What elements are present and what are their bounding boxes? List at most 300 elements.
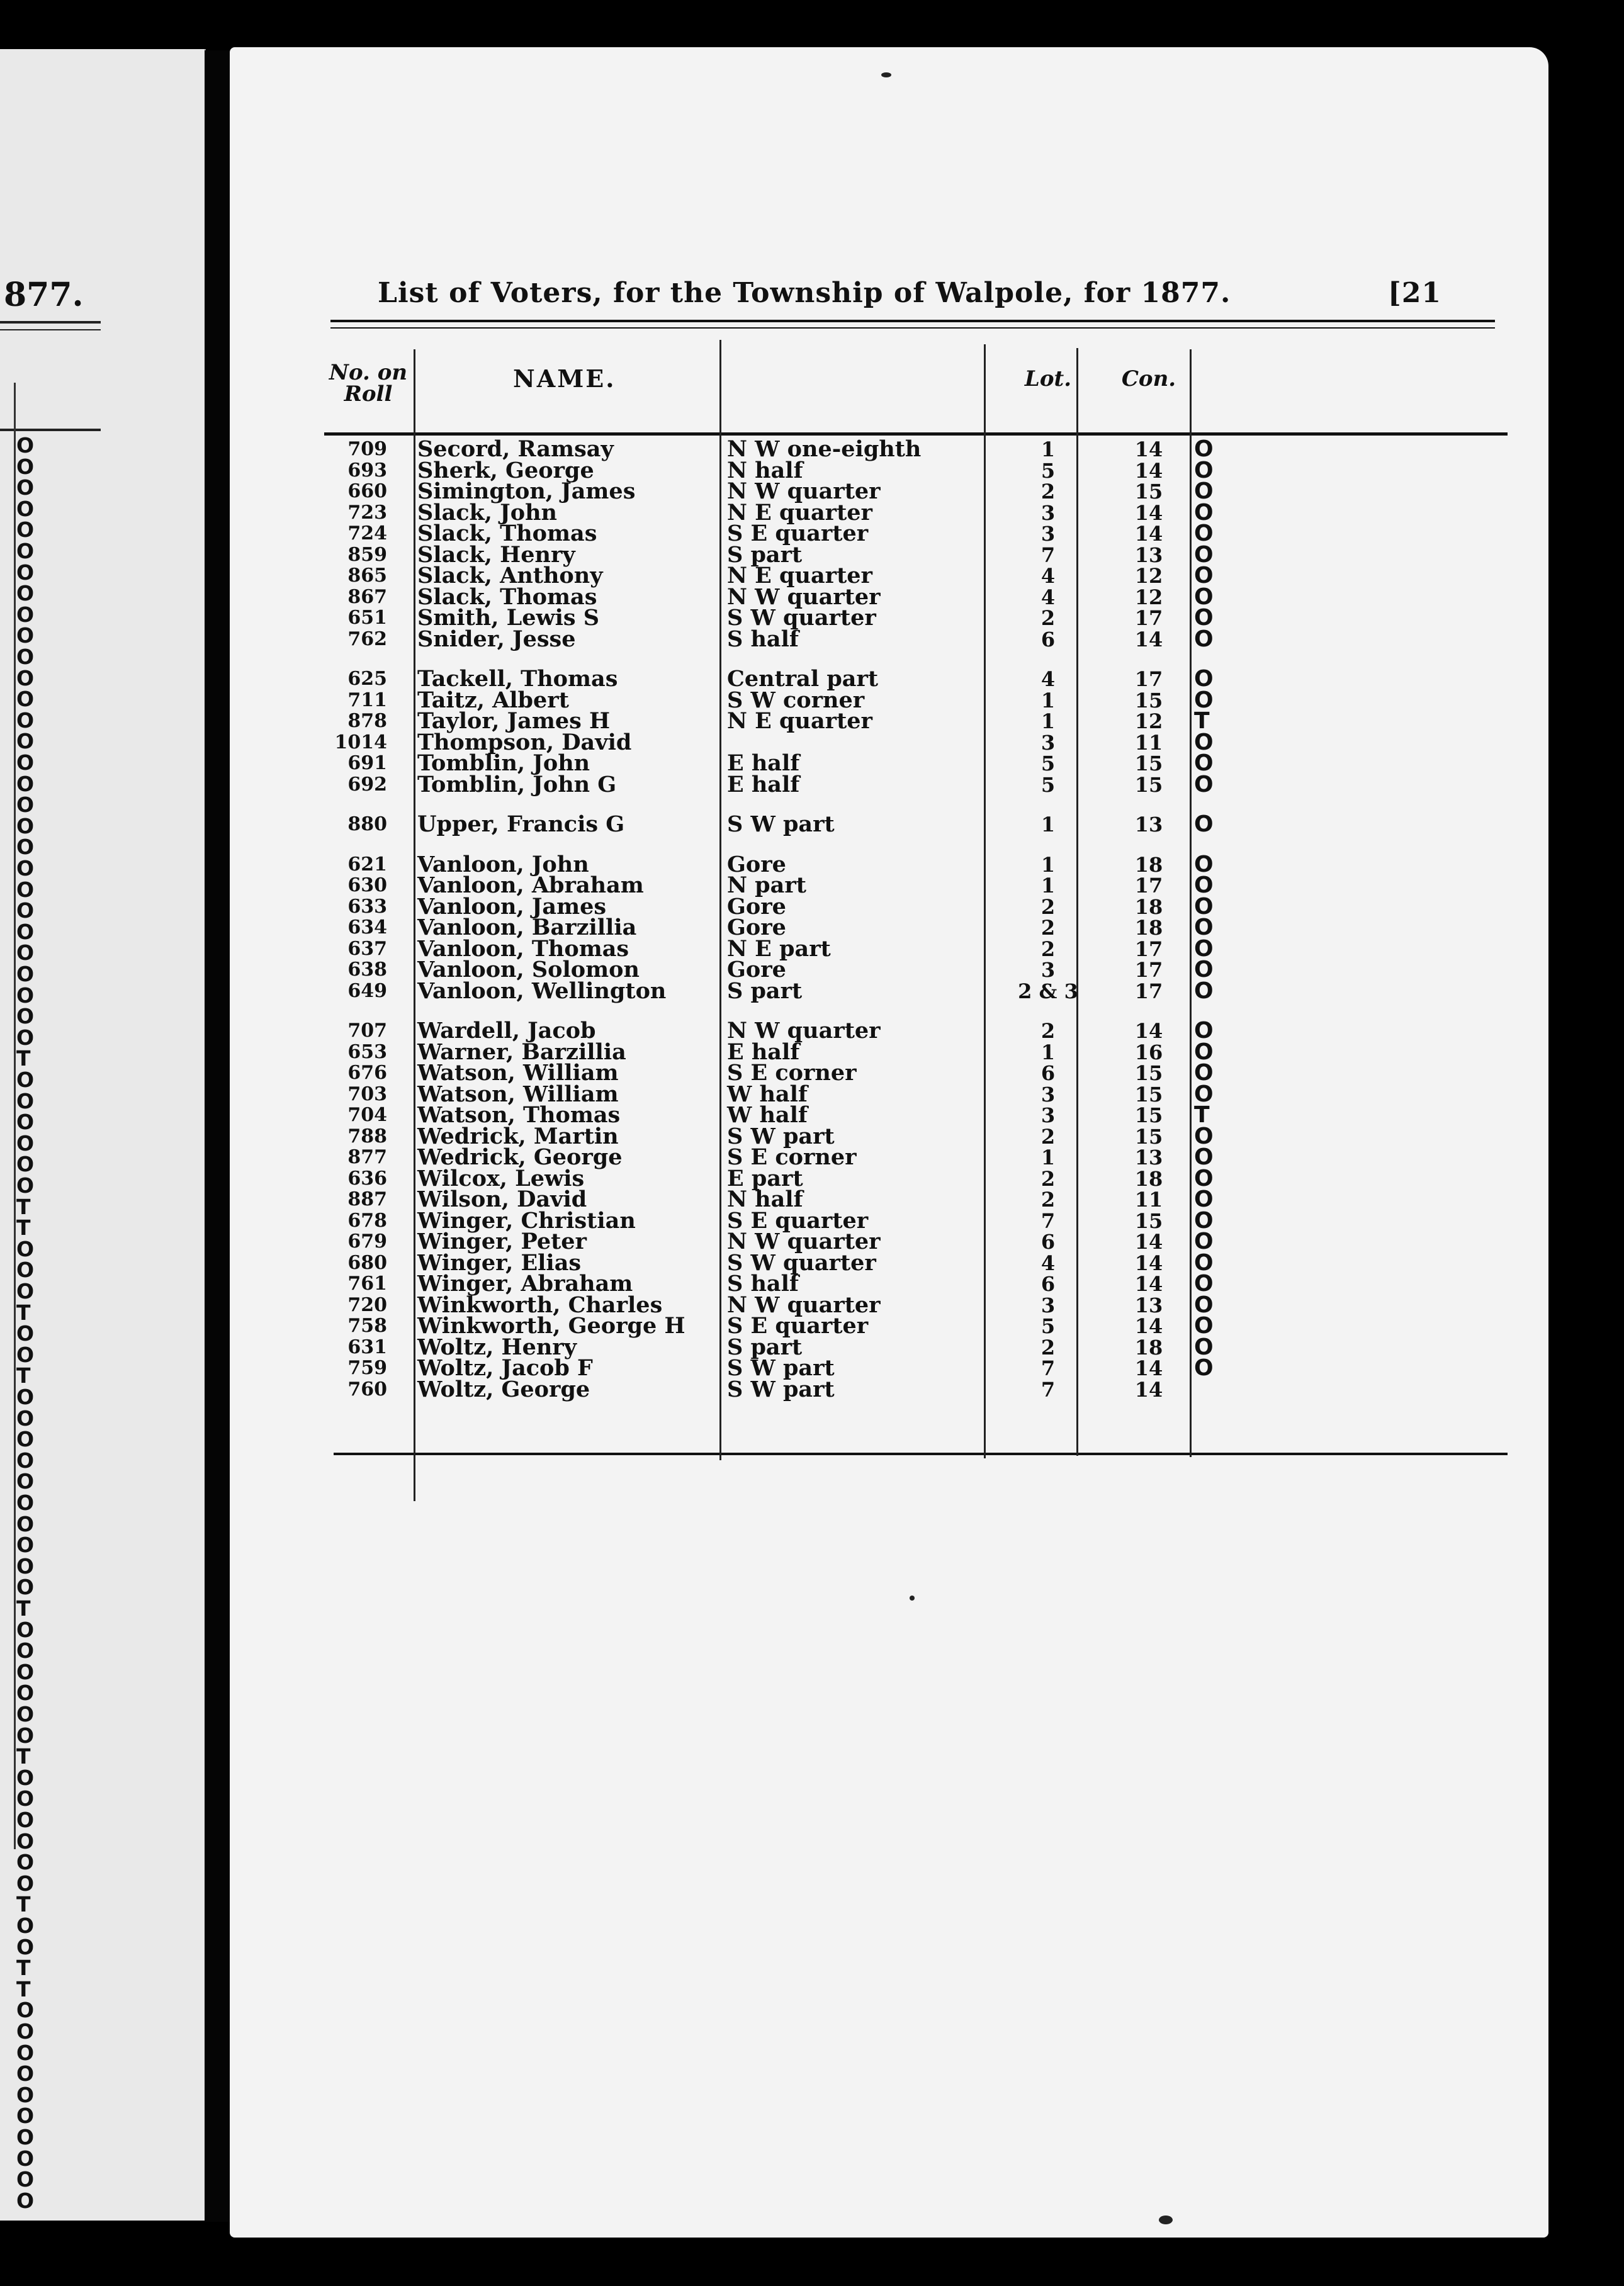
facing-page-mark: O xyxy=(16,1850,35,1875)
property-description: S E corner xyxy=(727,1060,857,1086)
lot-number: 7 xyxy=(1040,543,1056,567)
voter-qualification-mark: O xyxy=(1194,521,1214,546)
lot-number: 7 xyxy=(1040,1356,1056,1380)
facing-page-mark: O xyxy=(16,1490,35,1515)
facing-page-mark: O xyxy=(16,983,35,1008)
concession-number: 15 xyxy=(1134,1208,1163,1233)
lot-number: 6 xyxy=(1040,1230,1056,1254)
facing-page-fragment xyxy=(0,49,206,2221)
lot-number: 3 xyxy=(1040,730,1056,755)
facing-page-mark: O xyxy=(16,1659,35,1684)
facing-page-mark: O xyxy=(16,687,35,712)
property-description: S W part xyxy=(727,1123,835,1149)
lot-number: 1 xyxy=(1040,1146,1056,1169)
lot-number: 2 xyxy=(1040,1166,1056,1191)
voter-name: Warner, Barzillia xyxy=(417,1039,626,1065)
facing-page-mark: T xyxy=(16,1215,31,1241)
voter-name: Wardell, Jacob xyxy=(417,1018,596,1044)
facing-page-rule xyxy=(0,329,101,330)
concession-number: 14 xyxy=(1134,458,1163,483)
column-divider xyxy=(719,340,721,1460)
voter-qualification-mark: O xyxy=(1194,1207,1214,1234)
concession-number: 18 xyxy=(1134,1166,1163,1191)
facing-page-mark: O xyxy=(16,1258,35,1283)
voter-qualification-mark: O xyxy=(1194,626,1214,652)
column-header-con: Con. xyxy=(1121,366,1176,391)
lot-number: 3 xyxy=(1040,1103,1056,1127)
voter-name: Winger, Elias xyxy=(417,1249,582,1276)
property-description: S E quarter xyxy=(727,521,869,546)
facing-page-mark: O xyxy=(16,1088,35,1113)
lot-number: 5 xyxy=(1040,752,1056,775)
voter-qualification-mark: O xyxy=(1194,563,1214,588)
property-description: E half xyxy=(727,750,800,776)
lot-number: 5 xyxy=(1040,1314,1056,1338)
roll-number: 788 xyxy=(347,1125,387,1147)
voter-qualification-mark: O xyxy=(1194,1186,1214,1212)
roll-number: 859 xyxy=(347,543,387,566)
roll-number: 676 xyxy=(347,1062,387,1084)
lot-number: 6 xyxy=(1040,627,1056,651)
roll-number: 692 xyxy=(347,773,387,796)
roll-number: 761 xyxy=(347,1273,387,1295)
voter-name: Winkworth, Charles xyxy=(417,1292,663,1318)
property-description: S E quarter xyxy=(727,1313,869,1339)
lot-number: 3 xyxy=(1040,522,1056,546)
concession-number: 17 xyxy=(1134,667,1163,691)
facing-page-mark: O xyxy=(16,1279,35,1303)
roll-number: 679 xyxy=(347,1230,387,1253)
roll-number: 867 xyxy=(347,585,387,608)
lot-number: 1 xyxy=(1040,688,1056,712)
facing-page-mark: O xyxy=(16,856,35,881)
roll-number: 707 xyxy=(347,1020,387,1042)
voter-name: Tomblin, John xyxy=(417,750,590,776)
voter-name: Vanloon, Abraham xyxy=(417,872,644,898)
facing-page-mark: O xyxy=(16,539,35,563)
voter-name: Secord, Ramsay xyxy=(417,436,614,462)
facing-page-mark: O xyxy=(16,1575,35,1600)
facing-page-mark: O xyxy=(16,496,35,521)
voter-name: Thompson, David xyxy=(417,729,632,755)
facing-page-mark: O xyxy=(16,1173,35,1198)
property-description: E half xyxy=(727,771,800,797)
facing-page-mark: O xyxy=(16,1025,35,1050)
voter-name: Vanloon, Wellington xyxy=(417,977,667,1004)
voter-qualification-mark: O xyxy=(1194,478,1214,504)
property-description: S W part xyxy=(727,1355,835,1381)
voter-qualification-mark: T xyxy=(1194,1102,1210,1128)
concession-number: 14 xyxy=(1134,1314,1163,1338)
concession-number: 14 xyxy=(1134,1019,1163,1043)
property-description: E half xyxy=(727,1039,800,1065)
lot-number: 1 xyxy=(1040,437,1056,461)
facing-page-mark: O xyxy=(16,645,35,669)
voter-name: Slack, Henry xyxy=(417,541,575,568)
voter-name: Watson, Thomas xyxy=(417,1102,621,1128)
roll-number: 691 xyxy=(347,752,387,774)
voter-qualification-mark: O xyxy=(1194,957,1214,983)
lot-number: 4 xyxy=(1040,1251,1056,1275)
facing-page-mark: O xyxy=(16,1342,35,1367)
lot-number: 1 xyxy=(1040,1040,1056,1064)
facing-page-mark: O xyxy=(16,581,35,606)
concession-number: 11 xyxy=(1134,730,1163,755)
facing-page-mark: O xyxy=(16,1469,35,1494)
voter-name: Vanloon, Thomas xyxy=(417,935,629,962)
header-rule xyxy=(330,320,1495,322)
lot-number: 2 xyxy=(1040,916,1056,940)
facing-page-mark: O xyxy=(16,1448,35,1473)
facing-page-mark: O xyxy=(16,835,35,860)
lot-number: 2 xyxy=(1040,1188,1056,1212)
lot-number: 2 xyxy=(1040,1019,1056,1043)
roll-number: 878 xyxy=(347,710,387,732)
header-rule xyxy=(330,327,1495,329)
property-description: Gore xyxy=(727,893,786,920)
roll-number: 651 xyxy=(347,607,387,629)
facing-page-mark: O xyxy=(16,1553,35,1579)
concession-number: 15 xyxy=(1134,1103,1163,1127)
voter-name: Wilson, David xyxy=(417,1186,587,1212)
lot-number: 5 xyxy=(1040,772,1056,797)
property-description: N W one-eighth xyxy=(727,436,922,462)
voter-qualification-mark: O xyxy=(1194,811,1214,837)
lot-number: 6 xyxy=(1040,1272,1056,1296)
concession-number: 12 xyxy=(1134,564,1163,588)
facing-page-mark: T xyxy=(16,1300,31,1325)
voter-qualification-mark: O xyxy=(1194,1165,1214,1191)
ink-speck xyxy=(881,72,891,77)
facing-page-mark: O xyxy=(16,1004,35,1029)
property-description: S part xyxy=(727,1334,803,1360)
roll-number: 711 xyxy=(347,689,387,711)
property-description: S W quarter xyxy=(727,605,876,631)
voter-name: Wedrick, Martin xyxy=(417,1123,619,1149)
lot-number: 3 xyxy=(1040,1293,1056,1317)
voter-qualification-mark: O xyxy=(1194,935,1214,962)
facing-page-mark: O xyxy=(16,665,35,690)
facing-page-mark: O xyxy=(16,1808,35,1832)
voter-name: Winkworth, George H xyxy=(417,1313,685,1339)
facing-page-mark: O xyxy=(16,2040,35,2065)
voter-name: Vanloon, John xyxy=(417,851,589,877)
property-description: N part xyxy=(727,872,806,898)
facing-page-mark: O xyxy=(16,1681,35,1706)
roll-number: 693 xyxy=(347,459,387,481)
facing-page-mark: T xyxy=(16,1363,31,1388)
facing-page-rule xyxy=(0,321,101,324)
voter-name: Woltz, George xyxy=(417,1376,590,1402)
facing-page-mark: O xyxy=(16,919,35,944)
facing-page-column-line xyxy=(14,383,16,1849)
voter-qualification-mark: O xyxy=(1194,499,1214,526)
property-description: N W quarter xyxy=(727,1018,881,1044)
roll-number: 637 xyxy=(347,937,387,960)
lot-number: 1 xyxy=(1040,709,1056,733)
facing-page-mark: O xyxy=(16,1236,35,1261)
property-description: W half xyxy=(727,1102,808,1128)
facing-page-mark: O xyxy=(16,623,35,648)
facing-page-mark: O xyxy=(16,2167,35,2192)
lot-number: 2 xyxy=(1040,1335,1056,1360)
column-header-roll: No. on Roll xyxy=(329,360,408,407)
concession-number: 14 xyxy=(1134,1272,1163,1296)
facing-page-mark: O xyxy=(16,1405,35,1431)
facing-page-year: 877. xyxy=(4,276,84,314)
column-divider xyxy=(414,349,415,1501)
voter-name: Taylor, James H xyxy=(417,708,611,734)
facing-page-mark: O xyxy=(16,1828,35,1854)
book-gutter xyxy=(205,50,230,2222)
property-description: N half xyxy=(727,457,803,483)
facing-page-mark: O xyxy=(16,2103,35,2129)
property-description: S half xyxy=(727,1271,799,1297)
roll-number: 636 xyxy=(347,1167,387,1190)
roll-number: 704 xyxy=(347,1104,387,1126)
property-description: S half xyxy=(727,626,799,652)
voter-name: Slack, Thomas xyxy=(417,583,597,610)
concession-number: 16 xyxy=(1134,1040,1163,1064)
facing-page-mark: O xyxy=(16,898,35,923)
facing-page-mark: O xyxy=(16,1427,35,1452)
facing-page-mark: O xyxy=(16,1511,35,1536)
page-header xyxy=(378,277,1523,309)
facing-page-mark: O xyxy=(16,560,35,585)
lot-number: 6 xyxy=(1040,1061,1056,1085)
property-description: E part xyxy=(727,1165,803,1191)
concession-number: 14 xyxy=(1134,1377,1163,1402)
facing-page-mark: T xyxy=(16,1892,31,1917)
voter-qualification-mark: O xyxy=(1194,1229,1214,1254)
voter-name: Taitz, Albert xyxy=(417,687,569,713)
facing-page-mark: T xyxy=(16,1046,31,1071)
property-description: W half xyxy=(727,1081,808,1107)
lot-number: 2 xyxy=(1040,894,1056,919)
concession-number: 15 xyxy=(1134,688,1163,712)
lot-number: 3 xyxy=(1040,1082,1056,1106)
facing-page-mark: O xyxy=(16,1110,35,1135)
voter-qualification-mark: O xyxy=(1194,541,1214,568)
voter-name: Slack, John xyxy=(417,499,557,526)
facing-page-mark: O xyxy=(16,1617,35,1642)
facing-page-mark: O xyxy=(16,940,35,966)
concession-number: 14 xyxy=(1134,1251,1163,1275)
facing-page-mark: O xyxy=(16,1871,35,1896)
property-description: Gore xyxy=(727,915,786,940)
property-description: N W quarter xyxy=(727,583,881,610)
roll-number: 634 xyxy=(347,916,387,938)
voter-name: Snider, Jesse xyxy=(417,626,576,652)
roll-number: 1014 xyxy=(334,731,387,753)
roll-number: 631 xyxy=(347,1336,387,1358)
column-header-lot: Lot. xyxy=(1024,366,1072,391)
facing-page-mark: O xyxy=(16,2019,35,2044)
property-description: N W quarter xyxy=(727,478,881,504)
facing-page-mark: O xyxy=(16,2082,35,2107)
facing-page-mark: O xyxy=(16,2188,35,2213)
voter-name: Vanloon, Barzillia xyxy=(417,915,637,940)
roll-number: 625 xyxy=(347,668,387,690)
voter-qualification-mark: O xyxy=(1194,750,1214,776)
voter-qualification-mark: O xyxy=(1194,1355,1214,1381)
voter-name: Slack, Thomas xyxy=(417,521,597,546)
concession-number: 15 xyxy=(1134,772,1163,797)
facing-page-mark: O xyxy=(16,454,35,479)
facing-page-mark: O xyxy=(16,517,35,543)
concession-number: 18 xyxy=(1134,894,1163,919)
facing-page-mark: O xyxy=(16,1702,35,1726)
concession-number: 17 xyxy=(1134,958,1163,982)
voter-qualification-mark: O xyxy=(1194,583,1214,610)
property-description: Gore xyxy=(727,957,786,983)
roll-number: 633 xyxy=(347,895,387,918)
roll-number: 630 xyxy=(347,874,387,896)
voter-qualification-mark: O xyxy=(1194,1334,1214,1360)
roll-number: 760 xyxy=(347,1378,387,1400)
concession-number: 12 xyxy=(1134,709,1163,733)
voter-name: Watson, William xyxy=(417,1060,619,1086)
roll-number: 680 xyxy=(347,1251,387,1274)
concession-number: 13 xyxy=(1134,1146,1163,1169)
property-description: S W part xyxy=(727,1376,835,1402)
concession-number: 13 xyxy=(1134,1293,1163,1317)
property-description: S E corner xyxy=(727,1144,857,1170)
facing-page-mark: T xyxy=(16,1596,31,1621)
concession-number: 18 xyxy=(1134,852,1163,877)
facing-page-mark: T xyxy=(16,1976,31,2002)
facing-page-mark: O xyxy=(16,1385,35,1409)
facing-page-mark: O xyxy=(16,1152,35,1177)
property-description: N W quarter xyxy=(727,1229,881,1254)
voter-name: Watson, William xyxy=(417,1081,619,1107)
concession-number: 14 xyxy=(1134,437,1163,461)
page-number: [21 xyxy=(1388,277,1442,309)
facing-page-mark: O xyxy=(16,1067,35,1092)
facing-page-mark: O xyxy=(16,1638,35,1664)
concession-number: 13 xyxy=(1134,813,1163,836)
facing-page-mark: O xyxy=(16,475,35,500)
voter-name: Wilcox, Lewis xyxy=(417,1165,585,1191)
page-title: List of Voters, for the Township of Walpole, for 1877. xyxy=(378,277,1231,309)
lot-number: 7 xyxy=(1040,1377,1056,1402)
roll-number: 723 xyxy=(347,501,387,524)
lot-number: 4 xyxy=(1040,585,1056,609)
voter-name: Sherk, George xyxy=(417,457,594,483)
voter-name: Tackell, Thomas xyxy=(417,666,618,692)
voter-name: Winger, Abraham xyxy=(417,1271,633,1297)
facing-page-mark: O xyxy=(16,813,35,838)
property-description: S W quarter xyxy=(727,1249,876,1276)
concession-number: 12 xyxy=(1134,585,1163,609)
facing-page-mark: O xyxy=(16,1786,35,1811)
facing-page-mark: O xyxy=(16,792,35,818)
facing-page-mark: O xyxy=(16,750,35,775)
facing-page-mark: O xyxy=(16,2146,35,2171)
concession-number: 14 xyxy=(1134,500,1163,525)
concession-number: 18 xyxy=(1134,1335,1163,1360)
roll-number: 759 xyxy=(347,1357,387,1379)
voter-qualification-mark: O xyxy=(1194,605,1214,631)
voter-qualification-mark: O xyxy=(1194,771,1214,797)
voter-list-page xyxy=(230,47,1548,2238)
facing-page-mark: O xyxy=(16,1321,35,1346)
concession-number: 14 xyxy=(1134,1230,1163,1254)
lot-number: 1 xyxy=(1040,874,1056,898)
property-description: N E quarter xyxy=(727,708,872,734)
voter-qualification-mark: O xyxy=(1194,1081,1214,1107)
facing-page-mark: O xyxy=(16,2061,35,2086)
roll-number: 865 xyxy=(347,565,387,587)
voter-qualification-mark: O xyxy=(1194,1018,1214,1044)
lot-number: 2 xyxy=(1040,606,1056,630)
concession-number: 17 xyxy=(1134,874,1163,898)
facing-page-mark: O xyxy=(16,1723,35,1748)
voter-name: Simington, James xyxy=(417,478,636,504)
table-bottom-rule xyxy=(334,1453,1508,1455)
voter-name: Slack, Anthony xyxy=(417,563,603,588)
facing-page-mark: T xyxy=(16,1744,31,1769)
lot-number: 3 xyxy=(1040,958,1056,982)
voter-qualification-mark: O xyxy=(1194,1271,1214,1297)
voter-qualification-mark: O xyxy=(1194,872,1214,898)
facing-page-mark: T xyxy=(16,1194,31,1219)
concession-number: 17 xyxy=(1134,606,1163,630)
property-description: N half xyxy=(727,1186,803,1212)
ink-speck xyxy=(910,1596,915,1601)
voter-qualification-mark: O xyxy=(1194,893,1214,920)
voter-qualification-mark: O xyxy=(1194,666,1214,692)
facing-page-mark: O xyxy=(16,433,35,458)
voter-qualification-mark: O xyxy=(1194,457,1214,483)
lot-number: 2 xyxy=(1040,1124,1056,1149)
voter-name: Vanloon, Solomon xyxy=(417,957,640,983)
roll-number: 877 xyxy=(347,1146,387,1168)
roll-number: 678 xyxy=(347,1209,387,1232)
property-description: N E quarter xyxy=(727,499,872,526)
roll-number: 720 xyxy=(347,1293,387,1316)
facing-page-mark: O xyxy=(16,1765,35,1790)
roll-number: 709 xyxy=(347,438,387,460)
voter-name: Woltz, Henry xyxy=(417,1334,577,1360)
facing-page-mark: T xyxy=(16,1956,31,1981)
voter-name: Winger, Christian xyxy=(417,1207,636,1234)
lot-number: 1 xyxy=(1040,813,1056,836)
facing-page-mark: O xyxy=(16,602,35,627)
roll-number: 638 xyxy=(347,959,387,981)
voter-qualification-mark: T xyxy=(1194,708,1210,734)
voter-qualification-mark: O xyxy=(1194,436,1214,462)
voter-name: Woltz, Jacob F xyxy=(417,1355,593,1381)
property-description: S E quarter xyxy=(727,1207,869,1234)
voter-qualification-mark: O xyxy=(1194,915,1214,940)
concession-number: 14 xyxy=(1134,627,1163,651)
voter-name: Vanloon, James xyxy=(417,893,607,920)
lot-number: 1 xyxy=(1040,852,1056,877)
roll-number: 653 xyxy=(347,1040,387,1063)
concession-number: 15 xyxy=(1134,1061,1163,1085)
lot-number: 5 xyxy=(1040,458,1056,483)
facing-page-mark: O xyxy=(16,1934,35,1959)
voter-qualification-mark: O xyxy=(1194,1039,1214,1065)
voter-qualification-mark: O xyxy=(1194,729,1214,755)
property-description: N E quarter xyxy=(727,563,872,588)
voter-qualification-mark: O xyxy=(1194,851,1214,877)
property-description: Gore xyxy=(727,851,786,877)
concession-number: 15 xyxy=(1134,752,1163,775)
facing-page-mark: O xyxy=(16,771,35,796)
concession-number: 18 xyxy=(1134,916,1163,940)
